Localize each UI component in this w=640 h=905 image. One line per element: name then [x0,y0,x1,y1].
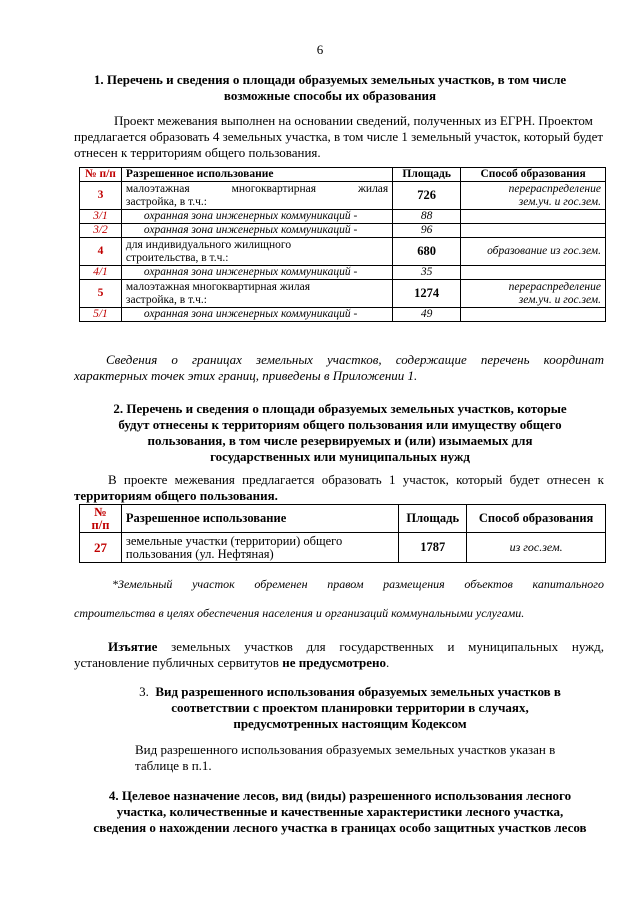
col-header-area: Площадь [399,505,467,533]
land-plots-table [79,167,606,322]
section2-heading-line2: будут отнесены к территориям общего пользования или имуществу общего [118,417,562,432]
section1-heading [80,72,580,104]
footnote [74,577,604,621]
col-header-num [80,505,122,533]
row-use [121,280,392,308]
row-area: 726 [393,182,461,210]
seizure-bold: Изъятие [108,639,158,654]
col-header-use: Разрешенное использование [121,505,398,533]
row-area: 49 [393,308,461,322]
section3-heading-line1: Вид разрешенного использования образуемых земельных участков в [155,684,561,699]
table-header-row [80,505,606,533]
public-land-table [79,504,606,563]
col-header-num-line1: № [94,504,107,519]
section2-heading-line1: Перечень и сведения о площади образуемых земельных участков, которые [126,401,567,416]
section4-heading-line3: сведения о нахождении лесного участка в границах особо защитных участков лесов [93,820,587,835]
row-use: охранная зона инженерных коммуникаций - [121,224,392,238]
row-area: 1787 [399,533,467,563]
row-area: 1274 [393,280,461,308]
row-num: 27 [80,533,122,563]
section2-heading-num: 2. [113,401,124,416]
table-row [80,308,606,322]
note-line1: Сведения о границах земельных участков, содержащие перечень координат [106,352,604,367]
section3-paragraph [135,742,595,774]
section3-para-line2: таблице в п.1. [135,758,212,773]
row-num: 4/1 [80,266,122,280]
row-use-line2: застройка, в т.ч.: [125,195,207,208]
section2-paragraph [74,472,604,504]
section1-para-line1: Проект межевания выполнен на основании сведений, полученных из ЕГРН. Проектом [114,113,593,128]
table-row [80,238,606,266]
row-area: 680 [393,238,461,266]
row-area: 88 [393,210,461,224]
row-use [121,182,392,210]
section1-heading-line2: возможные способы их образования [223,88,437,103]
section1-heading-line1: Перечень и сведения о площади образуемых земельных участков, в том числе [106,72,567,87]
row-use-line1: малоэтажная многоквартирная жилая [125,182,389,195]
col-header-num: № п/п [80,168,122,182]
row-num: 3/1 [80,210,122,224]
row-use [121,533,398,563]
row-area: 96 [393,224,461,238]
row-method [461,280,606,308]
row-num: 5 [80,280,122,308]
row-method-line2: зем.уч. и гос.зем. [518,195,601,208]
section1-heading-num: 1. [93,72,104,87]
row-use-line1: для индивидуального жилищного [125,238,292,251]
col-header-method: Способ образования [467,505,606,533]
section2-para-line2: территориям общего пользования. [74,488,278,503]
section2-heading-line4: государственных или муниципальных нужд [210,449,470,464]
section4-heading [60,788,620,836]
row-use-line2: застройка, в т.ч.: [125,293,207,306]
section3-heading-line2: соответствии с проектом планировки территории в случаях, [171,700,529,715]
seizure-line2: установление публичных сервитутов [74,655,279,670]
row-method [461,308,606,322]
section2-heading [100,401,580,465]
section4-heading-num: 4. [108,788,119,803]
table-row [80,224,606,238]
row-method [461,266,606,280]
row-method [461,210,606,224]
section1-paragraph [74,113,604,161]
row-method-line1: перераспределение [508,182,601,195]
row-use-line2: строительства, в т.ч.: [125,251,229,264]
row-method-line1: перераспределение [508,280,601,293]
seizure-paragraph [74,639,604,671]
page-number: 6 [316,42,324,57]
section2-para-line1: В проекте межевания предлагается образовать 1 участок, который будет отнесен к [108,472,604,487]
row-use: охранная зона инженерных коммуникаций - [121,210,392,224]
section1-para-line2: предлагается образовать 4 земельных участка, в том числе 1 земельный участок, который будет [74,129,604,144]
row-use: охранная зона инженерных коммуникаций - [121,266,392,280]
section1-para-line3: отнесен к территориям общего пользования. [74,145,321,160]
seizure-line2-end: . [386,655,390,670]
note-line2: характерных точек этих границ, приведены в Приложении 1. [74,368,418,383]
row-method: образование из гос.зем. [461,238,606,266]
section4-heading-line2: участка, количественные и качественные характеристики лесного участка, [116,804,564,819]
section3-heading [130,684,570,732]
col-header-area: Площадь [393,168,461,182]
table-row [80,266,606,280]
row-num: 3/2 [80,224,122,238]
seizure-line2-bold: не предусмотрено [282,655,387,670]
row-num: 5/1 [80,308,122,322]
footnote-line1: *Земельный участок обременен правом размещения объектов капитального [112,577,604,591]
seizure-line1: земельных участков для государственных и муниципальных нужд, [171,639,605,654]
section2-heading-line3: пользования, в том числе резервируемых и (или) изымаемых для [147,433,533,448]
section3-heading-line3: предусмотренных настоящим Кодексом [233,716,467,731]
footnote-line2: строительства в целях обеспечения населения и организаций коммунальными услугами. [74,606,525,620]
coordinates-note [74,352,604,384]
table-row [80,182,606,210]
row-use [121,238,392,266]
row-method [461,182,606,210]
section4-heading-line1: Целевое назначение лесов, вид (виды) разрешенного использования лесного [121,788,572,803]
section3-heading-num: 3. [139,684,149,699]
col-header-use: Разрешенное использование [121,168,392,182]
row-num: 3 [80,182,122,210]
row-use-line2: пользования (ул. Нефтяная) [125,546,274,561]
row-use-line1: земельные участки (территории) общего [125,533,343,548]
row-method: из гос.зем. [467,533,606,563]
row-method-line2: зем.уч. и гос.зем. [518,293,601,306]
table-header-row [80,168,606,182]
row-num: 4 [80,238,122,266]
row-method [461,224,606,238]
col-header-num-line2: п/п [91,517,110,532]
section3-para-line1: Вид разрешенного использования образуемых земельных участков указан в [135,742,556,757]
row-use: охранная зона инженерных коммуникаций - [121,308,392,322]
col-header-method: Способ образования [461,168,606,182]
row-area: 35 [393,266,461,280]
row-use-line1: малоэтажная многоквартирная жилая [125,280,311,293]
table-row [80,280,606,308]
table-row [80,210,606,224]
table-row [80,533,606,563]
